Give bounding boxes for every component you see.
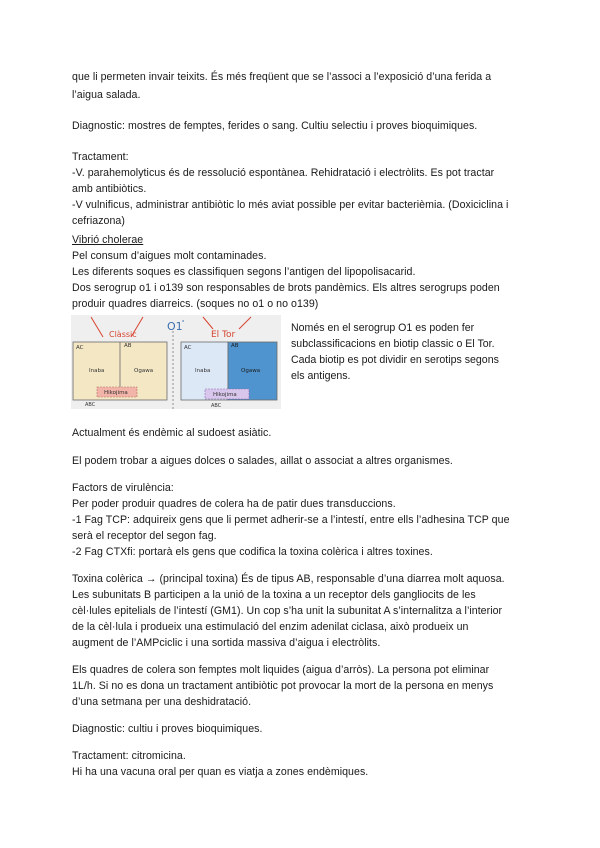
svg-text:Ogawa: Ogawa (134, 368, 154, 374)
arrow-eltor-2 (239, 317, 251, 329)
arrow-classic (91, 317, 103, 337)
text-line: cefriazona) (72, 215, 125, 227)
svg-text:AC: AC (184, 345, 192, 351)
svg-text:ABC: ABC (85, 402, 96, 408)
figure-caption-line: els antigens. (291, 370, 351, 382)
svg-text:AB: AB (124, 343, 132, 349)
text-line: cèl·lules epitelials de l’intestí (GM1). Un cop s’ha unit la subunitat A s’internalitza a l’interior (72, 605, 503, 617)
text-line: Pel consum d’aigues molt contaminades. (72, 250, 267, 262)
text-line: que li permeten invair teixits. És més freqüent que se l’associ a l’exposició d’una ferida a (72, 71, 492, 83)
arrow-eltor (203, 317, 213, 329)
text-line: -1 Fag TCP: adquireix gens que li permet adherir-se a l’intestí, entre ells l’adhesina TCP que (72, 514, 510, 526)
text-line: Toxina colèrica → (principal toxina) És de tipus AB, responsable d’una diarrea molt aquosa. (72, 573, 505, 585)
o1-label: O1 (167, 320, 183, 333)
text-line: El podem trobar a aigues dolces o salades, aillat o associat a altres organismes. (72, 455, 453, 467)
text-line: -V. parahemolyticus és de ressolució espontànea. Rehidratació i electròlits. Es pot tractar (72, 167, 495, 179)
svg-text:ᵃ: ᵃ (182, 319, 185, 326)
text-line: Per poder produir quadres de colera ha de patir dues transduccions. (72, 498, 396, 510)
text-line: l’aigua salada. (72, 89, 141, 101)
biotype-serotype-diagram (71, 315, 281, 409)
svg-text:Ogawa: Ogawa (241, 368, 261, 374)
text-line: -V vulnificus, administrar antibiòtic lo més aviat possible per evitar bacterièmia. (Doxiciclina i (72, 199, 509, 211)
eltor-label: El Tor (211, 330, 236, 340)
text-line: Les subunitats B participen a la unió de la toxina a un receptor dels gangliocits de les (72, 589, 476, 601)
figure-caption-line: Cada biotip es pot dividir en serotips segons (291, 354, 499, 366)
text-line: Tractament: (72, 151, 129, 163)
text-line: amb antibiòtics. (72, 183, 147, 195)
text-line: serà el receptor del segon fag. (72, 530, 217, 542)
text-line: -2 Fag CTXfi: portarà els gens que codifica la toxina colèrica i altres toxines. (72, 546, 433, 558)
text-line: Els quadres de colera son femptes molt liquides (aigua d’arròs). La persona pot eliminar (72, 664, 490, 676)
text-line: Factors de virulència: (72, 482, 174, 494)
svg-text:ABC: ABC (211, 403, 222, 409)
svg-text:Hikojima: Hikojima (213, 392, 237, 398)
arrow-classic-2 (131, 317, 143, 337)
text-line: produir quadres diarreics. (soques no o1 o no o139) (72, 298, 319, 310)
text-line: Hi ha una vacuna oral per quan es viatja a zones endèmiques. (72, 766, 369, 778)
figure-caption-line: subclassificacions en biotip classic o El Tor. (291, 338, 495, 350)
svg-text:Inaba: Inaba (195, 368, 211, 374)
text-line: Tractament: citromicina. (72, 750, 186, 762)
text-line: Actualment és endèmic al sudoest asiàtic. (72, 427, 272, 439)
text-line: d’una setmana per una deshidratació. (72, 696, 252, 708)
text-line: 1L/h. Si no es dona un tractament antibiòtic pot provocar la mort de la persona en menys (72, 680, 494, 692)
svg-text:AC: AC (76, 345, 84, 351)
section-heading: Vibrió cholerae (72, 234, 144, 246)
classic-label: Clàssic (109, 330, 137, 339)
text-line: Diagnostic: cultiu i proves bioquimiques. (72, 723, 263, 735)
text-line: de la cèl·lula i produeix una estimulació del enzim adenilat ciclasa, això produeix un (72, 621, 469, 633)
figure-caption-line: Només en el serogrup O1 es poden fer (291, 322, 475, 334)
svg-text:AB: AB (231, 343, 239, 349)
text-line: Les diferents soques es classifiquen segons l’antigen del lipopolisacarid. (72, 266, 416, 278)
svg-text:Inaba: Inaba (89, 368, 105, 374)
text-line: Diagnostic: mostres de femptes, ferides o sang. Cultiu selectiu i proves bioquimiques. (72, 120, 478, 132)
text-line: Dos serogrup o1 i o139 son responsables de brots pandèmics. Els altres serogrups poden (72, 282, 500, 294)
svg-text:Hikojima: Hikojima (104, 390, 128, 396)
text-line: augment de l’AMPciclic i una sortida massiva d’aigua i electròlits. (72, 637, 381, 649)
